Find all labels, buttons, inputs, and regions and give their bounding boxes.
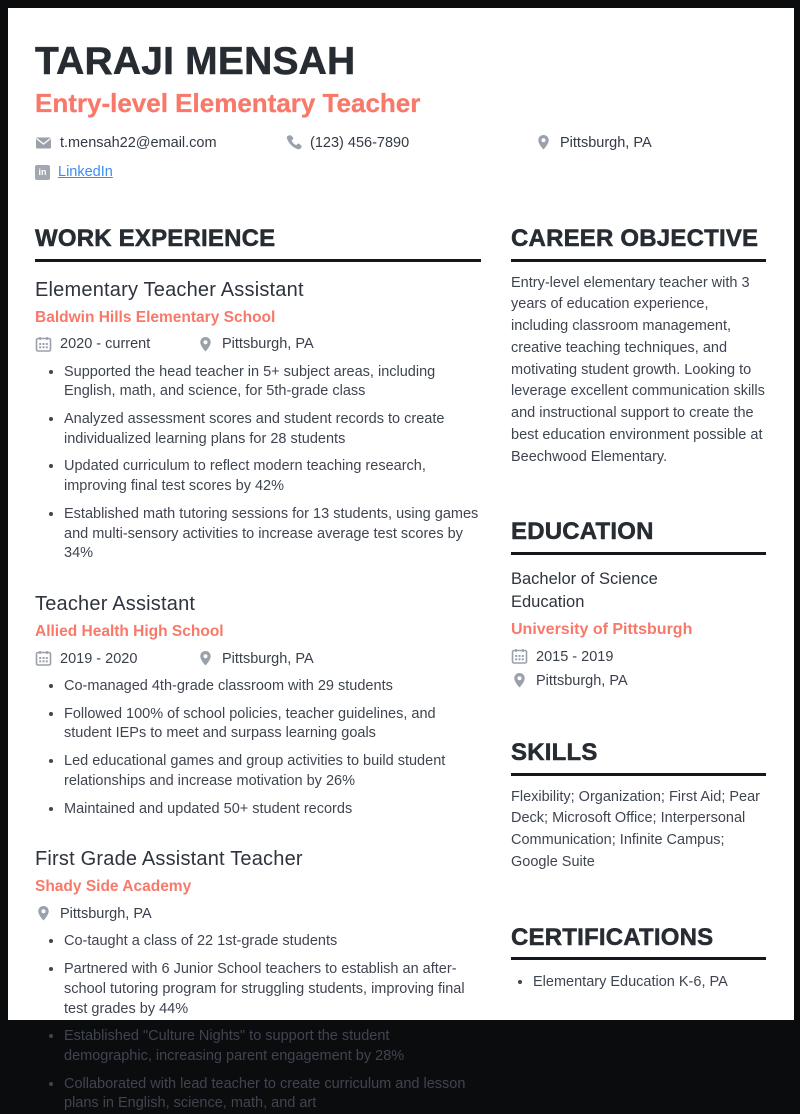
contact-email-text: t.mensah22@email.com [60, 134, 217, 151]
job-dates-text: 2020 - current [60, 336, 151, 353]
resume-columns [35, 224, 766, 1114]
job-meta [35, 336, 481, 353]
education-location [511, 672, 766, 689]
job-location [197, 650, 314, 667]
linkedin-icon: in [35, 165, 50, 180]
job-bullet: • Co-managed 4th-grade classroom with 29 students [64, 677, 481, 697]
career-objective-heading: CAREER OBJECTIVE [511, 225, 759, 253]
section-skills [511, 738, 766, 873]
certification-item: • Elementary Education K-6, PA [533, 972, 766, 992]
education-degree-line: Education [511, 593, 585, 611]
education-dates-text: 2015 - 2019 [536, 648, 614, 665]
contact-row-1 [35, 134, 766, 151]
job-location-text: Pittsburgh, PA [222, 650, 314, 667]
section-rule [511, 773, 766, 776]
location-pin-icon [535, 134, 552, 151]
resume-page [8, 8, 794, 1112]
skills-text: Flexibility; Organization; First Aid; Pear Deck; Microsoft Office; Interpersonal Communication; Infinite Campus; Google Suite [511, 788, 761, 870]
contact-info [35, 134, 766, 180]
job-location [197, 336, 314, 353]
skills-heading: SKILLS [511, 739, 598, 767]
job-entry [35, 279, 481, 564]
job-bullet: • Partnered with 6 Junior School teachers to establish an after-school tutoring program for struggling students, improving final test grades by 44% [64, 960, 481, 1019]
job-bullet-list [35, 677, 481, 819]
right-column [511, 224, 766, 1114]
job-bullet: • Led educational games and group activities to build student relationships and increase motivation by 26% [64, 752, 481, 791]
job-location-text: Pittsburgh, PA [222, 336, 314, 353]
job-bullet: • Followed 100% of school policies, teacher guidelines, and student IEPs to meet and surpass learning goals [64, 705, 481, 744]
location-pin-icon [35, 905, 52, 922]
education-degree [511, 568, 766, 615]
job-bullet: • Analyzed assessment scores and student records to create individualized learning plans for 28 students [64, 410, 481, 449]
section-work-experience [35, 224, 481, 1114]
contact-row-2 [35, 164, 766, 180]
section-rule [511, 552, 766, 555]
section-rule [511, 259, 766, 262]
contact-phone-text: (123) 456-7890 [310, 134, 410, 151]
section-rule [511, 957, 766, 960]
job-dates [35, 650, 197, 667]
job-dates [35, 336, 197, 353]
calendar-icon [35, 650, 52, 667]
job-bullet: • Maintained and updated 50+ student records [64, 800, 481, 820]
job-company: Allied Health High School [35, 623, 224, 641]
linkedin-link[interactable]: LinkedIn [58, 164, 113, 181]
envelope-icon [35, 135, 52, 151]
location-pin-icon [511, 672, 528, 689]
job-title: Elementary Teacher Assistant [35, 278, 304, 301]
education-degree-line: Bachelor of Science [511, 569, 658, 588]
job-bullet-list [35, 363, 481, 564]
job-dates-text: 2019 - 2020 [60, 650, 138, 667]
contact-email [35, 135, 285, 151]
left-column [35, 224, 481, 1114]
education-dates [511, 648, 766, 665]
contact-linkedin [35, 164, 766, 180]
job-title: Teacher Assistant [35, 593, 196, 616]
contact-location-text: Pittsburgh, PA [560, 134, 652, 151]
location-pin-icon [197, 650, 214, 667]
job-meta [35, 905, 481, 922]
person-name: TARAJI MENSAH [35, 40, 356, 83]
certifications-list [511, 972, 766, 992]
job-company: Shady Side Academy [35, 878, 192, 896]
job-location-text: Pittsburgh, PA [60, 905, 152, 922]
job-bullet-list [35, 932, 481, 1114]
person-job-title: Entry-level Elementary Teacher [35, 88, 421, 118]
location-pin-icon [197, 336, 214, 353]
education-heading: EDUCATION [511, 518, 654, 546]
section-education [511, 517, 766, 689]
job-bullet: • Supported the head teacher in 5+ subject areas, including English, math, and science, for 5th-grade class [64, 363, 481, 402]
job-bullet: • Collaborated with lead teacher to create curriculum and lesson plans in English, science, math, and art [64, 1075, 481, 1114]
resume-header [35, 42, 766, 180]
certifications-heading: CERTIFICATIONS [511, 923, 714, 951]
contact-location [535, 134, 766, 151]
section-certifications [511, 923, 766, 993]
job-company: Baldwin Hills Elementary School [35, 308, 276, 326]
job-meta [35, 650, 481, 667]
phone-icon [285, 134, 302, 151]
job-title: First Grade Assistant Teacher [35, 848, 303, 871]
education-location-text: Pittsburgh, PA [536, 672, 628, 689]
work-experience-heading: WORK EXPERIENCE [35, 225, 276, 253]
calendar-icon [511, 648, 528, 665]
job-bullet: • Co-taught a class of 22 1st-grade students [64, 932, 481, 952]
career-objective-text: Entry-level elementary teacher with 3 years of education experience, including classroom management, creative teaching techniques, and motivating student growth. Looking to leverage excellent communication skills and instructional support to create the best education environment possible at Beechwood Elementary. [511, 274, 765, 465]
job-location [35, 905, 152, 922]
section-rule [35, 259, 481, 262]
job-bullet: • Updated curriculum to reflect modern teaching research, improving final test scores by 42% [64, 457, 481, 496]
job-entry [35, 593, 481, 819]
section-career-objective [511, 224, 766, 468]
calendar-icon [35, 336, 52, 353]
job-bullet: • Established "Culture Nights" to support the student demographic, increasing parent engagement by 28% [64, 1027, 481, 1066]
job-bullet: • Established math tutoring sessions for 13 students, using games and multi-sensory activities to increase average test scores by 34% [64, 505, 481, 564]
job-entry [35, 848, 481, 1114]
education-school: University of Pittsburgh [511, 621, 693, 639]
contact-phone [285, 134, 535, 151]
